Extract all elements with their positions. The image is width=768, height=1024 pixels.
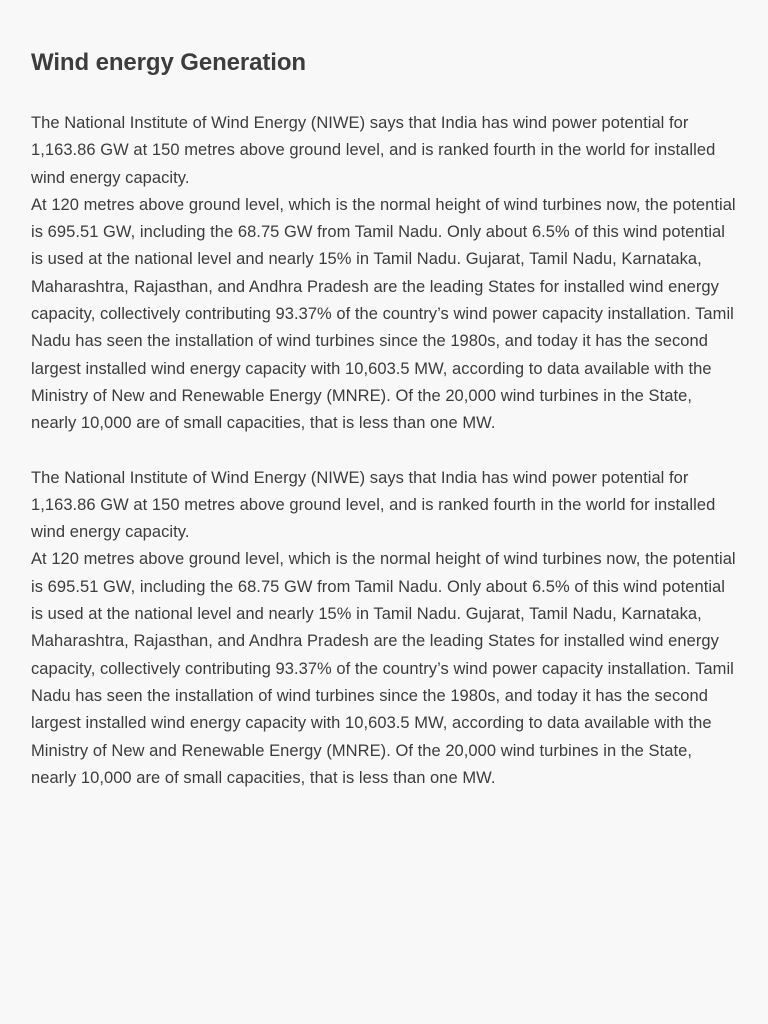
section-2-detail-paragraph: At 120 metres above ground level, which is the normal height of wind turbines now, the potential is 695.51 GW, including the 68.75 GW from Tamil Nadu. Only about 6.5% of this wind potential is used at the national level and nearly 15% in Tamil Nadu. Gujarat, Tamil Nadu, Karnataka, Maharashtra, Rajasthan, and Andhra Pradesh are the leading States for installed wind energy capacity, collectively contributing 93.37% of the country’s wind power capacity installation. Tamil Nadu has seen the installation of wind turbines since the 1980s, and today it has the second largest installed wind energy capacity with 10,603.5 MW, according to data available with the Ministry of New and Renewable Energy (MNRE). Of the 20,000 wind turbines in the State, nearly 10,000 are of small capacities, that is less than one MW.: [31, 550, 736, 787]
article-section-1: [31, 110, 737, 438]
page-title: Wind energy Generation: [31, 49, 306, 76]
article-section-2: [31, 465, 737, 793]
article-body: [31, 110, 737, 792]
section-1-detail-paragraph: At 120 metres above ground level, which is the normal height of wind turbines now, the potential is 695.51 GW, including the 68.75 GW from Tamil Nadu. Only about 6.5% of this wind potential is used at the national level and nearly 15% in Tamil Nadu. Gujarat, Tamil Nadu, Karnataka, Maharashtra, Rajasthan, and Andhra Pradesh are the leading States for installed wind energy capacity, collectively contributing 93.37% of the country’s wind power capacity installation. Tamil Nadu has seen the installation of wind turbines since the 1980s, and today it has the second largest installed wind energy capacity with 10,603.5 MW, according to data available with the Ministry of New and Renewable Energy (MNRE). Of the 20,000 wind turbines in the State, nearly 10,000 are of small capacities, that is less than one MW.: [31, 195, 736, 433]
section-2-intro-paragraph: The National Institute of Wind Energy (NIWE) says that India has wind power potential for 1,163.86 GW at 150 metres above ground level, and is ranked fourth in the world for installed wind energy capacity.: [31, 468, 716, 542]
section-1-intro-paragraph: The National Institute of Wind Energy (NIWE) says that India has wind power potential for 1,163.86 GW at 150 metres above ground level, and is ranked fourth in the world for installed wind energy capacity.: [31, 114, 716, 187]
